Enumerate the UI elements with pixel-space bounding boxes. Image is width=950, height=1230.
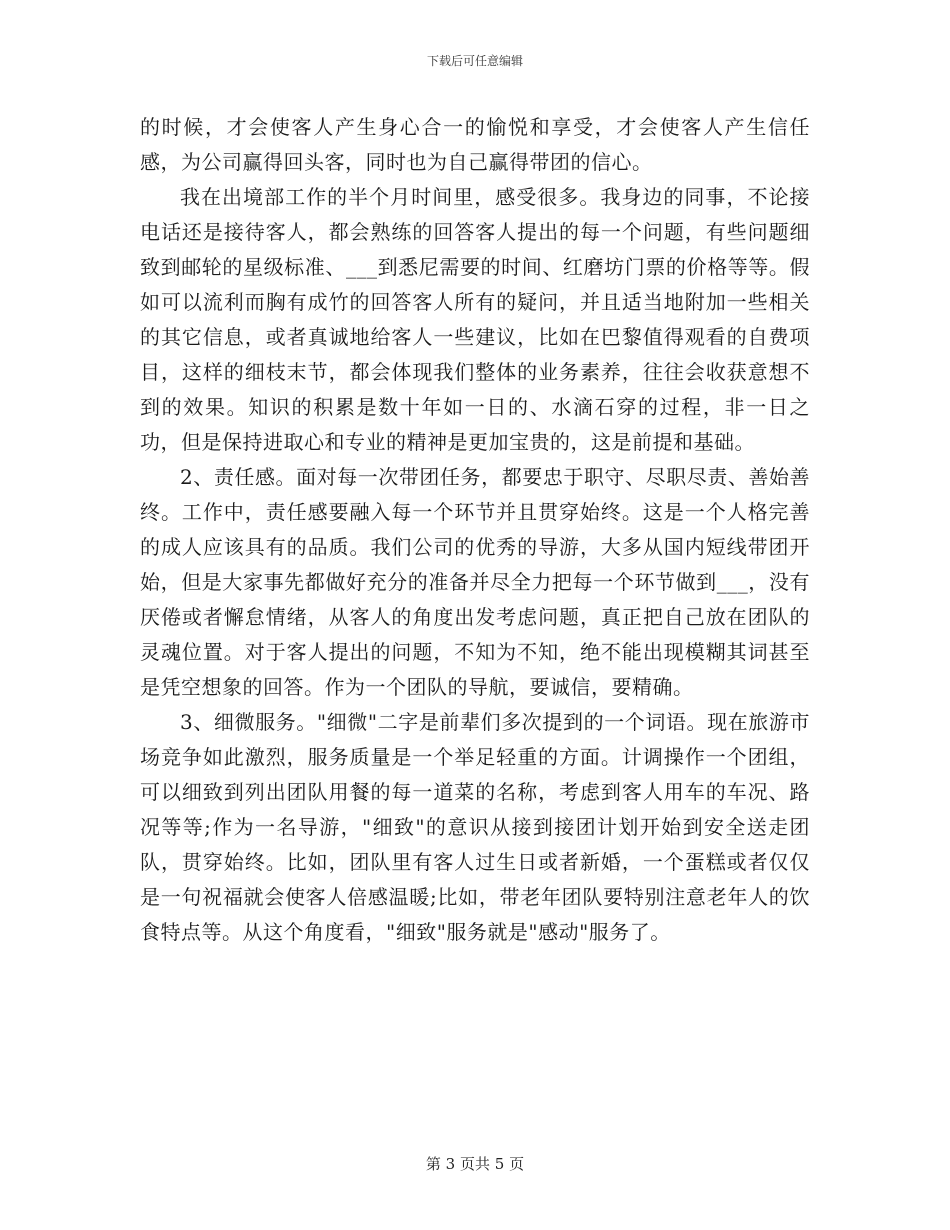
paragraph-responsibility: 2、责任感。面对每一次带团任务，都要忠于职守、尽职尽责、善始善终。工作中，责任感要融入每一个环节并且贯穿始终。这是一个人格完善的成人应该具有的品质。我们公司的优秀的导游，大多从国内短线带团开始，但是大家事先都做好充分的准备并尽全力把每一个环节做到___，没有厌倦或者懈怠情绪，从客人的角度出发考虑问题，真正把自己放在团队的灵魂位置。对于客人提出的问题，不知为不知，绝不能出现模糊其词甚至是凭空想象的回答。作为一个团队的导航，要诚信，要精确。 — [140, 465, 810, 699]
paragraph-detailed-service: 3、细微服务。"细微"二字是前辈们多次提到的一个词语。现在旅游市场竞争如此激烈，服务质量是一个举足轻重的方面。计调操作一个团组，可以细致到列出团队用餐的每一道菜的名称，考虑到客人用车的车况、路况等等;作为一名导游，"细致"的意识从接到接团计划开始到安全送走团队，贯穿始终。比如，团队里有客人过生日或者新婚，一个蛋糕或者仅仅是一句祝福就会使客人倍感温暖;比如，带老年团队要特别注意老年人的饮食特点等。从这个角度看，"细致"服务就是"感动"服务了。 — [140, 710, 810, 944]
document-body — [140, 110, 810, 950]
page-number: 第 3 页共 5 页 — [425, 1155, 525, 1173]
paragraph-outbound-department: 我在出境部工作的半个月时间里，感受很多。我身边的同事，不论接电话还是接待客人，都会熟练的回答客人提出的每一个问题，有些问题细致到邮轮的星级标准、___到悉尼需要的时间、红磨坊门票的价格等等。假如可以流利而胸有成竹的回答客人所有的疑问，并且适当地附加一些相关的其它信息，或者真诚地给客人一些建议，比如在巴黎值得观看的自费项目，这样的细枝末节，都会体现我们整体的业务素养，往往会收获意想不到的效果。知识的积累是数十年如一日的、水滴石穿的过程，非一日之功，但是保持进取心和专业的精神是更加宝贵的，这是前提和基础。 — [140, 185, 810, 454]
paragraph-continuation: 的时候，才会使客人产生身心合一的愉悦和享受，才会使客人产生信任感，为公司赢得回头客，同时也为自己赢得带团的信心。 — [140, 115, 810, 174]
page-header-note: 下载后可任意编辑 — [426, 54, 523, 68]
